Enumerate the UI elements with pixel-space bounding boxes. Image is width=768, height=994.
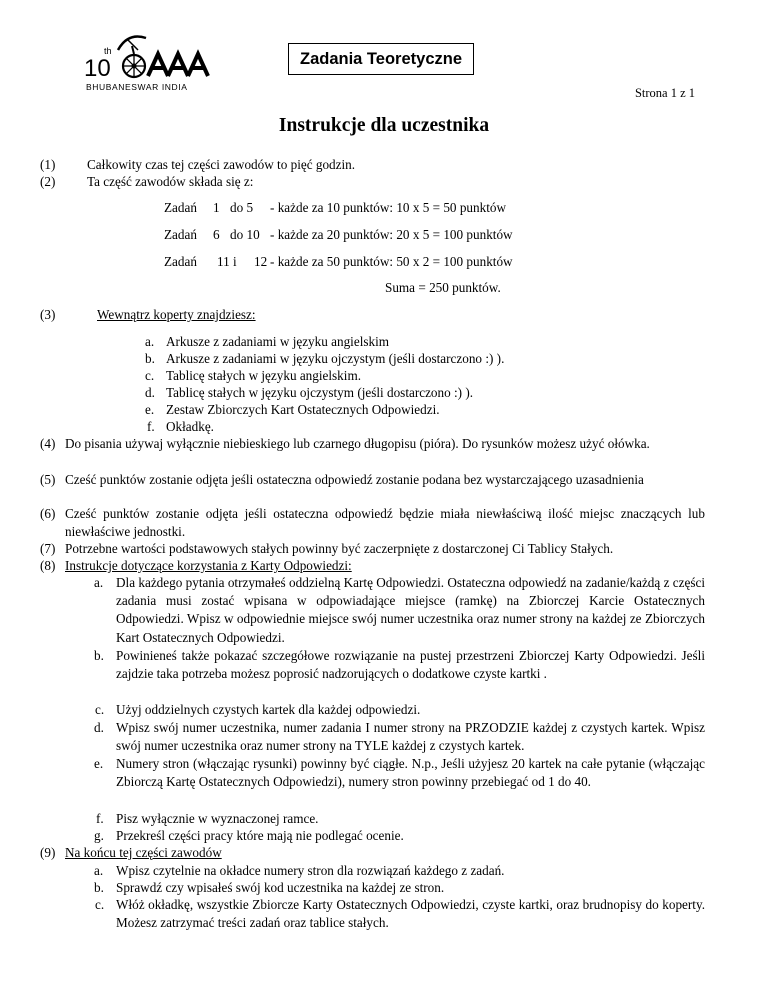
list-item: f. Okładkę.: [147, 419, 214, 434]
item-6-text: Cześć punktów zostanie odjęta jeśli ostateczna odpowiedź będzie miała niewłaściwą ilość miejsc znaczących lub niewłaściwe jednostki.: [65, 506, 705, 540]
page-number: Strona 1 z 1: [634, 86, 695, 100]
row-desc: - każde za 10 punktów: 10 x 5 = 50 punktów: [270, 200, 506, 215]
list-item: Wpisz swój numer uczestnika, numer zadania I numer strony na PRZODZIE każdej z czystych kartek. Wpisz swój numer uczestnika oraz numer strony na TYLE każdej z czystych kartek.: [116, 720, 705, 754]
item-number: (9): [40, 845, 56, 860]
svg-text:th: th: [104, 46, 112, 56]
logo-mark-icon: [84, 32, 214, 82]
row-label: Zadań: [164, 227, 197, 242]
ioaa-logo: [84, 32, 214, 92]
document-title: Instrukcje dla uczestnika: [278, 115, 490, 136]
row-to: do 5: [230, 200, 254, 215]
item-number: (2): [40, 174, 56, 189]
row-from: 1: [213, 200, 220, 215]
list-letter: d.: [94, 720, 104, 735]
list-item: Wpisz czytelnie na okładce numery stron dla rozwiązań każdego z zadań.: [116, 863, 505, 878]
item-number: (1): [40, 157, 56, 172]
item-8-heading: Instrukcje dotyczące korzystania z Karty Odpowiedzi:: [65, 558, 352, 573]
item-5-text: Cześć punktów zostanie odjęta jeśli ostateczna odpowiedź zostanie podana bez wystarczającego uzasadnienia: [65, 472, 644, 487]
row-label: Zadań: [164, 254, 197, 269]
list-letter: c.: [95, 702, 105, 717]
item-text: Całkowity czas tej części zawodów to pięć godzin.: [87, 157, 356, 172]
list-item: d. Tablicę stałych w języku ojczystym (jeśli dostarczono :) ).: [145, 385, 474, 400]
list-letter: g.: [94, 828, 104, 843]
list-letter: e.: [94, 756, 104, 771]
row-to: 12: [254, 254, 268, 269]
item-number: (3): [40, 307, 56, 322]
item-text: Ta część zawodów składa się z:: [87, 174, 254, 189]
item-heading: Wewnątrz koperty znajdziesz:: [97, 307, 256, 322]
item-number: (5): [40, 472, 56, 487]
item-number: (8): [40, 558, 56, 573]
item-number: (4): [40, 436, 56, 451]
row-from: 6: [213, 227, 220, 242]
item-4-text: Do pisania używaj wyłącznie niebieskiego lub czarnego długopisu (pióra). Do rysunków możesz użyć ołówka.: [65, 436, 650, 451]
item-9-heading: Na końcu tej części zawodów: [65, 845, 222, 860]
list-item: Włóż okładkę, wszystkie Zbiorcze Karty Ostatecznych Odpowiedzi, czyste kartki, oraz brudnopisy do koperty. Możesz zatrzymać treści zadań oraz tablice stałych.: [116, 897, 705, 931]
points-sum: Suma = 250 punktów.: [385, 280, 501, 295]
list-item: Powinieneś także pokazać szczegółowe rozwiązanie na pustej przestrzeni Zbiorczej Karty Odpowiedzi. Jeśli zajdzie taka potrzeba możesz poprosić nadzorujących o dodatkowe czyste kartki .: [116, 648, 705, 682]
list-item: b. Arkusze z zadaniami w języku ojczystym (jeśli dostarczono :) ).: [145, 351, 505, 366]
points-row: [164, 226, 513, 244]
list-letter: a.: [94, 863, 104, 878]
item-number: (7): [40, 541, 56, 556]
svg-text:10: 10: [84, 55, 111, 82]
points-row: [164, 199, 506, 217]
row-label: Zadań: [164, 200, 197, 215]
points-row: [164, 253, 513, 271]
list-item: c. Tablicę stałych w języku angielskim.: [145, 368, 361, 383]
item-2: [40, 173, 254, 191]
list-letter: f.: [96, 811, 104, 826]
list-item: Przekreśl części pracy które mają nie podlegać ocenie.: [116, 828, 404, 843]
list-item: Sprawdź czy wpisałeś swój kod uczestnika na każdej ze stron.: [116, 880, 445, 895]
section-title-box: Zadania Teoretyczne: [288, 43, 474, 75]
list-letter: b.: [94, 880, 104, 895]
row-to: do 10: [230, 227, 260, 242]
list-item: Numery stron (włączając rysunki) powinny być ciągłe. N.p., Jeśli użyjesz 20 kartek na całe pytanie (włączając Zbiorczą Kartę Ostatecznych Odpowiedzi), numery stron powinny przebiegać od 1 do 40.: [116, 756, 705, 790]
row-from: 11 i: [217, 254, 237, 269]
list-letter: a.: [94, 575, 104, 590]
row-desc: - każde za 20 punktów: 20 x 5 = 100 punktów: [270, 227, 513, 242]
list-letter: c.: [95, 897, 105, 912]
list-item: Użyj oddzielnych czystych kartek dla każdej odpowiedzi.: [116, 702, 421, 717]
list-item: a. Arkusze z zadaniami w języku angielskim: [145, 334, 390, 349]
item-3: [40, 306, 256, 324]
list-item: e. Zestaw Zbiorczych Kart Ostatecznych Odpowiedzi.: [145, 402, 440, 417]
list-item: Dla każdego pytania otrzymałeś oddzielną Kartę Odpowiedzi. Ostateczna odpowiedź na zadanie/każdą z części zadania musi zostać wpisana w odpowiadające miejsce (ramkę) na Zbiorczej Karcie Ostatecznych Odpowiedzi. Wpisz w odpowiednie miejsce swój numer uczestnika oraz numer strony na każdej ze Zbiorczych Kart Ostatecznych Odpowiedzi.: [116, 575, 705, 645]
item-number: (6): [40, 506, 56, 521]
list-letter: b.: [94, 648, 104, 663]
list-item: Pisz wyłącznie w wyznaczonej ramce.: [116, 811, 319, 826]
item-7-text: Potrzebne wartości podstawowych stałych powinny być zaczerpnięte z dostarczonej Ci Tablicy Stałych.: [65, 541, 614, 556]
item-1: [40, 156, 356, 174]
logo-subtitle: BHUBANESWAR INDIA: [86, 82, 188, 92]
row-desc: - każde za 50 punktów: 50 x 2 = 100 punktów: [270, 254, 513, 269]
